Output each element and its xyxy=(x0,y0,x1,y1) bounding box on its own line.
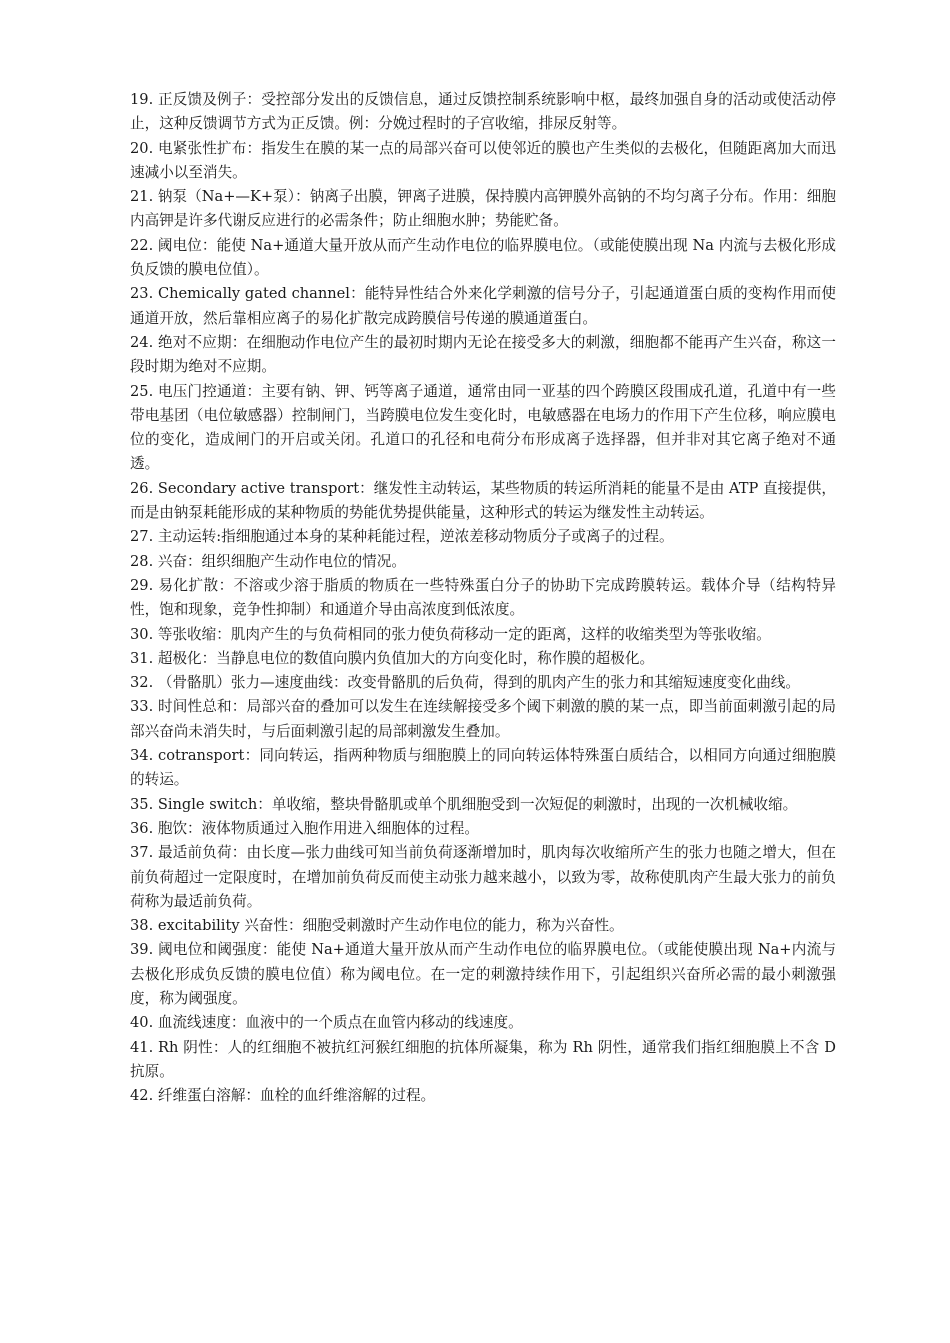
entry-34: 34. cotransport：同向转运，指两种物质与细胞膜上的同向转运体特殊蛋白质结合，以相同方向通过细胞膜的转运。 xyxy=(130,747,836,789)
entry-33: 33. 时间性总和：局部兴奋的叠加可以发生在连续解接受多个阈下刺激的膜的某一点，即当前面刺激引起的局部兴奋尚未消失时，与后面刺激引起的局部刺激发生叠加。 xyxy=(130,698,836,740)
entry-37: 37. 最适前负荷：由长度—张力曲线可知当前负荷逐渐增加时，肌肉每次收缩所产生的张力也随之增大，但在前负荷超过一定限度时，在增加前负荷反而使主动张力越来越小，以致为零，故称使肌肉产生最大张力的前负荷称为最适前负荷。 xyxy=(130,844,836,910)
entry-35: 35. Single switch：单收缩，整块骨骼肌或单个肌细胞受到一次短促的刺激时，出现的一次机械收缩。 xyxy=(130,795,798,813)
entry-29: 29. 易化扩散：不溶或少溶于脂质的物质在一些特殊蛋白分子的协助下完成跨膜转运。载体介导（结构特异性，饱和现象，竞争性抑制）和通道介导由高浓度到低浓度。 xyxy=(130,576,836,619)
entry-22: 22. 阈电位：能使 Na+通道大量开放从而产生动作电位的临界膜电位。（或能使膜出现 Na 内流与去极化形成负反馈的膜电位值）。 xyxy=(130,236,836,279)
entry-28: 28. 兴奋：组织细胞产生动作电位的情况。 xyxy=(130,552,406,570)
entry-39: 39. 阈电位和阈强度：能使 Na+通道大量开放从而产生动作电位的临界膜电位。（或能使膜出现 Na+内流与去极化形成负反馈的膜电位值）称为阈电位。在一定的刺激持续作用下，引起组织兴奋所必需的最小刺激强度，称为阈强度。 xyxy=(130,941,836,1007)
document-page xyxy=(0,88,950,1108)
entry-25: 25. 电压门控通道：主要有钠、钾、钙等离子通道，通常由同一亚基的四个跨膜区段围成孔道，孔道中有一些带电基团（电位敏感器）控制闸门，当跨膜电位发生变化时，电敏感器在电场力的作用下产生位移，响应膜电位的变化，造成闸门的开启或关闭。孔道口的孔径和电荷分布形成离子选择器，但并非对其它离子绝对不通透。 xyxy=(130,382,836,473)
entry-30: 30. 等张收缩：肌肉产生的与负荷相同的张力使负荷移动一定的距离，这样的收缩类型为等张收缩。 xyxy=(130,625,771,643)
entry-27: 27. 主动运转:指细胞通过本身的某种耗能过程，逆浓差移动物质分子或离子的过程。 xyxy=(130,528,674,546)
entry-21: 21. 钠泵（Na+—K+泵）：钠离子出膜，钾离子进膜，保持膜内高钾膜外高钠的不均匀离子分布。作用：细胞内高钾是许多代谢反应进行的必需条件；防止细胞水肿；势能贮备。 xyxy=(130,188,836,230)
entry-32: 32. （骨骼肌）张力—速度曲线：改变骨骼肌的后负荷，得到的肌肉产生的张力和其缩短速度变化曲线。 xyxy=(130,674,800,692)
entry-19: 19. 正反馈及例子：受控部分发出的反馈信息，通过反馈控制系统影响中枢，最终加强自身的活动或使活动停止，这种反馈调节方式为正反馈。例：分娩过程时的子宫收缩，排尿反射等。 xyxy=(130,91,836,133)
entry-31: 31. 超极化：当静息电位的数值向膜内负值加大的方向变化时，称作膜的超极化。 xyxy=(130,649,655,667)
entry-38: 38. excitability 兴奋性：细胞受刺激时产生动作电位的能力，称为兴奋性。 xyxy=(130,917,624,935)
entry-20: 20. 电紧张性扩布：指发生在膜的某一点的局部兴奋可以使邻近的膜也产生类似的去极化，但随距离加大而迅速减小以至消失。 xyxy=(130,139,836,181)
entry-41: 41. Rh 阴性：人的红细胞不被抗红河猴红细胞的抗体所凝集，称为 Rh 阴性，通常我们指红细胞膜上不含 D 抗原。 xyxy=(130,1038,836,1080)
entry-40: 40. 血流线速度：血液中的一个质点在血管内移动的线速度。 xyxy=(130,1014,523,1032)
entry-23: 23. Chemically gated channel：能特异性结合外来化学刺激的信号分子，引起通道蛋白质的变构作用而使通道开放，然后靠相应离子的易化扩散完成跨膜信号传递的膜通道蛋白。 xyxy=(130,285,836,327)
entry-42: 42. 纤维蛋白溶解：血栓的血纤维溶解的过程。 xyxy=(130,1087,436,1105)
entry-36: 36. 胞饮：液体物质通过入胞作用进入细胞体的过程。 xyxy=(130,819,479,837)
entry-24: 24. 绝对不应期：在细胞动作电位产生的最初时期内无论在接受多大的刺激，细胞都不能再产生兴奋，称这一段时期为绝对不应期。 xyxy=(130,333,836,376)
entry-26: 26. Secondary active transport：继发性主动转运，某些物质的转运所消耗的能量不是由 ATP 直接提供，而是由钠泵耗能形成的某种物质的势能优势提供能量，这种形式的转运为继发性主动转运。 xyxy=(130,479,836,522)
